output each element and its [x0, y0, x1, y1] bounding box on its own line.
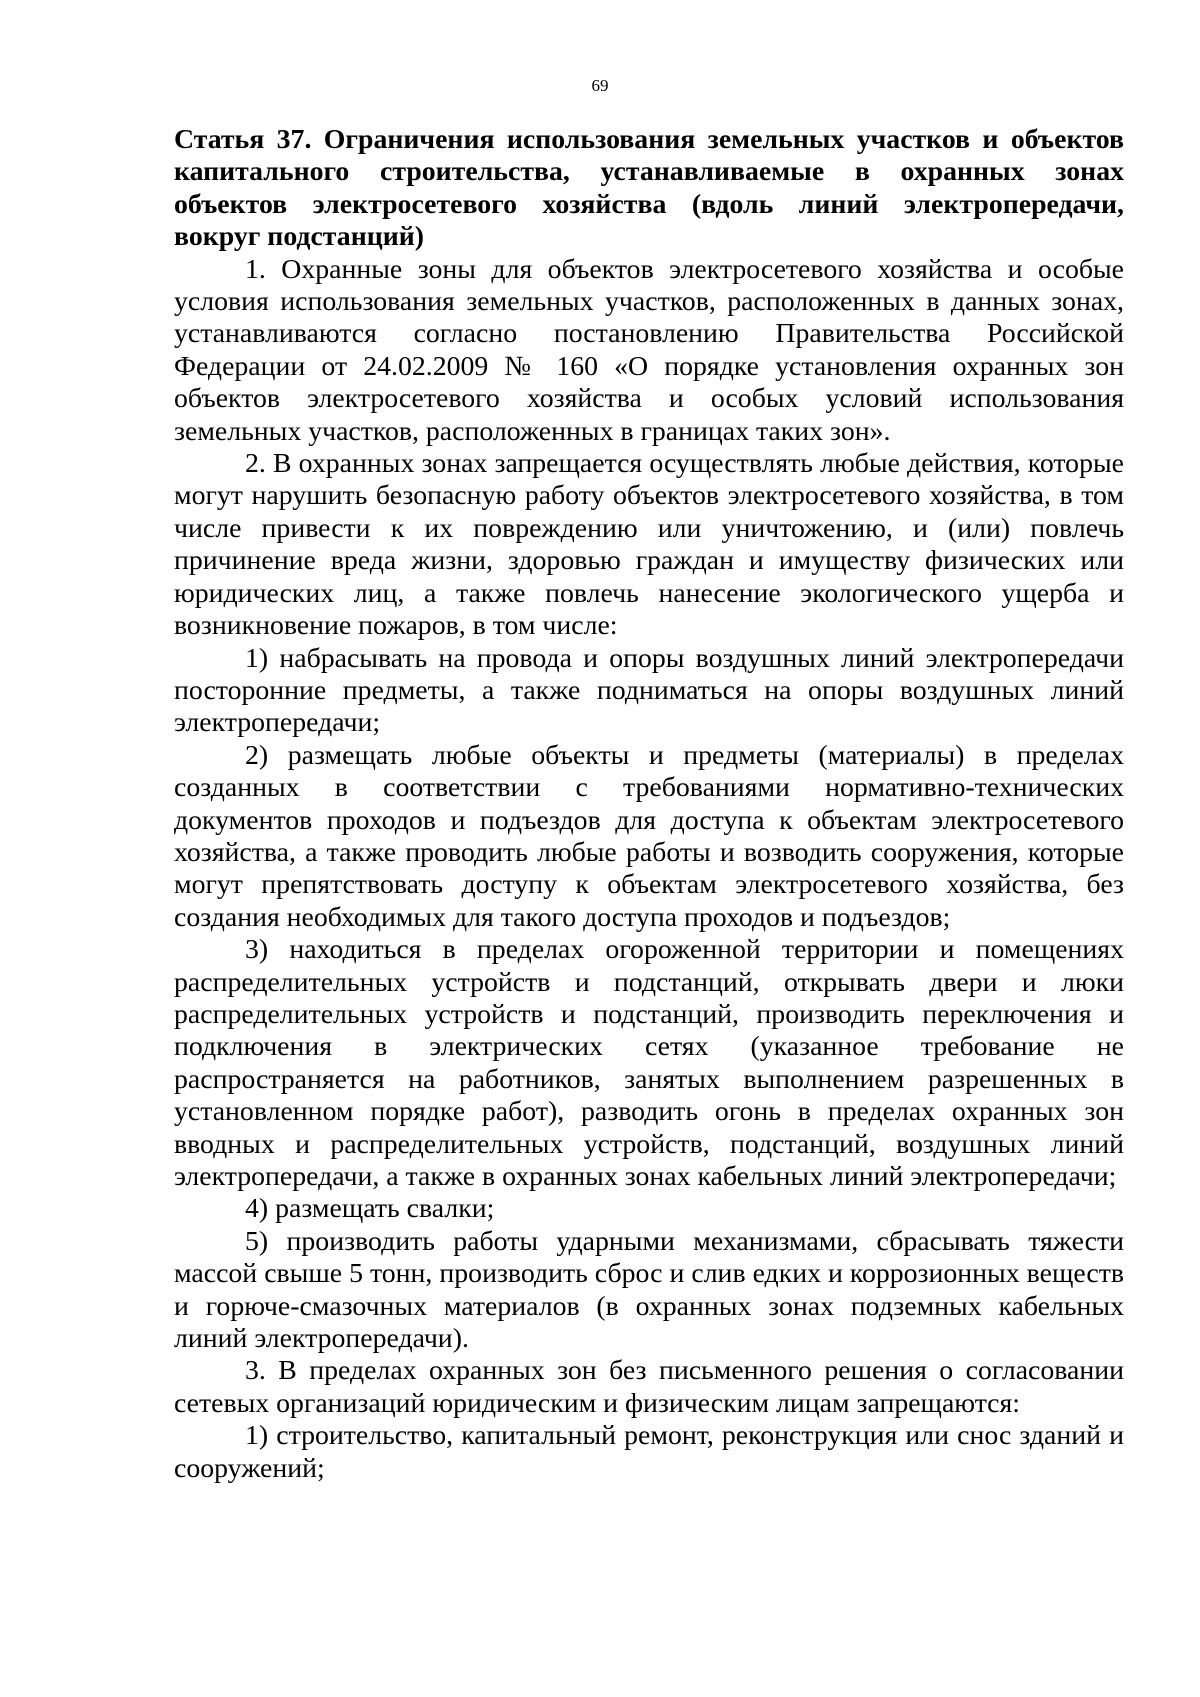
article-body [174, 124, 1124, 1485]
paragraph-2-item-5: 5) производить работы ударными механизмами, сбрасывать тяжести массой свыше 5 тонн, производить сброс и слив едких и коррозионных веществ и горюче-смазочных материалов (в охранных зонах подземных кабельных линий электропередачи). [174, 1225, 1124, 1355]
paragraph-2-item-4: 4) размещать свалки; [245, 1193, 495, 1225]
paragraph-3-item-1: 1) строительство, капитальный ремонт, реконструкция или снос зданий и сооружений; [174, 1420, 1124, 1484]
page-number: 69 [591, 76, 609, 95]
paragraph-2: 2. В охранных зонах запрещается осуществлять любые действия, которые могут нарушить безопасную работу объектов электросетевого хозяйства, в том числе привести к их повреждению или уничтожению, и (или) повлечь причинение вреда жизни, здоровью граждан и имуществу физических или юридических лиц, а также повлечь нанесение экологического ущерба и возникновение пожаров, в том числе: [174, 448, 1124, 642]
paragraph-2-item-1: 1) набрасывать на провода и опоры воздушных линий электропередачи посторонние предметы, а также подниматься на опоры воздушных линий электропередачи; [174, 642, 1124, 739]
paragraph-2-item-3: 3) находиться в пределах огороженной территории и помещениях распределительных устройств и подстанций, открывать двери и люки распределительных устройств и подстанций, производить переключения и подключения в электрических сетях (указанное требование не распространяется на работников, занятых выполнением разрешенных в установленном порядке работ), разводить огонь в пределах охранных зон вводных и распределительных устройств, подстанций, воздушных линий электропередачи, а также в охранных зонах кабельных линий электропередачи; [174, 934, 1124, 1192]
paragraph-1: 1. Охранные зоны для объектов электросетевого хозяйства и особые условия использования земельных участков, расположенных в данных зонах, устанавливаются согласно постановлению Правительства Российской Федерации от 24.02.2009 № 160 «О порядке установления охранных зон объектов электросетевого хозяйства и особых условий использования земельных участков, расположенных в границах таких зон». [174, 253, 1124, 447]
article-heading: Статья 37. Ограничения использования земельных участков и объектов капитального строительства, устанавливаемые в охранных зонах объектов электросетевого хозяйства (вдоль линий электропередачи, вокруг подстанций) [174, 124, 1124, 253]
paragraph-3: 3. В пределах охранных зон без письменного решения о согласовании сетевых организаций юридическим и физическим лицам запрещаются: [174, 1355, 1124, 1419]
paragraph-2-item-2: 2) размещать любые объекты и предметы (материалы) в пределах созданных в соответствии с требованиями нормативно-технических документов проходов и подъездов для доступа к объектам электросетевого хозяйства, а также проводить любые работы и возводить сооружения, которые могут препятствовать доступу к объектам электросетевого хозяйства, без создания необходимых для такого доступа проходов и подъездов; [174, 739, 1124, 933]
